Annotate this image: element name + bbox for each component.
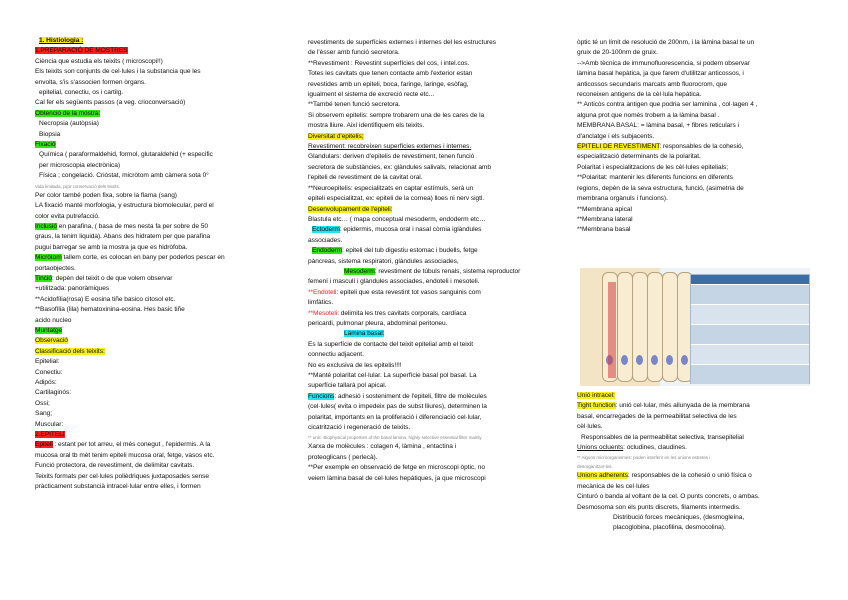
- text-run: desorganitzar-les.: [577, 464, 613, 470]
- text-line: [577, 100, 827, 110]
- text-run: Blastula etc… ( mapa conceptual mesoderm, endoderm etc…: [308, 215, 486, 223]
- text-line: [35, 46, 285, 56]
- text-run: Desmosoma son els punts discrets, filaments intermedis.: [577, 503, 741, 511]
- text-run: 1. Histiologia :: [39, 37, 84, 44]
- text-run: : unió cel·lular, més allunyada de la membrana: [615, 402, 750, 410]
- text-line: [35, 482, 285, 492]
- text-line: [577, 80, 827, 90]
- text-run: Totes les cavitats que tenen contacte amb l'exterior estan: [308, 70, 473, 78]
- cell-nucleus: [681, 355, 688, 365]
- text-line: [577, 412, 827, 422]
- text-run: ** Anticòs contra antigen que podria ser laminina , col·lagen 4 ,: [577, 101, 758, 109]
- text-run: l'epiteli de revestiment de la cavitat oral.: [308, 174, 423, 182]
- text-line: [35, 326, 285, 336]
- text-line: [35, 472, 285, 482]
- text-run: **Basofília (lila) hematoxinina-eosina. Hes basic tiñe: [35, 306, 185, 314]
- text-run: : ocludines, claudines.: [623, 444, 687, 452]
- legend-row: [691, 344, 809, 364]
- text-line: [308, 361, 558, 371]
- text-line: [35, 201, 285, 211]
- text-line: [35, 212, 285, 222]
- epithelial-junctions-figure: [580, 268, 810, 386]
- text-run: Els teixits son conjunts de cel·lules i la substancia que les: [35, 68, 201, 76]
- text-line: [577, 173, 827, 183]
- text-run: 2.EPITELI: [35, 431, 65, 439]
- text-line: [308, 340, 558, 350]
- text-run: Xarxa de molècules : colagen 4, làmina , entactina i: [308, 443, 457, 451]
- text-line: [577, 225, 827, 235]
- text-line: [35, 420, 285, 430]
- text-run: tallem corte, es colocan en bany per poderlos pescar en: [61, 254, 225, 262]
- text-run: color evita putrefacció.: [35, 212, 100, 220]
- text-run: Unió intracel:: [577, 392, 615, 399]
- text-line: [577, 523, 827, 533]
- text-line: [308, 90, 558, 100]
- text-line: [308, 267, 558, 277]
- text-run: Obtenció de la mostra:: [35, 109, 101, 117]
- text-line: [577, 503, 827, 513]
- text-line: [308, 215, 558, 225]
- text-line: [577, 69, 827, 79]
- text-line: [308, 319, 558, 329]
- text-line: [308, 121, 558, 131]
- text-run: 1.PREPARACIÓ DE MOSTRES: [35, 47, 128, 55]
- text-run: pericardi, pulmonar pleura, abdominal peritoneu.: [308, 319, 448, 327]
- text-line: [577, 38, 827, 48]
- text-run: revestiments de superfícies externes i internes del les estructures: [308, 39, 496, 46]
- epithelial-cell: [647, 272, 663, 382]
- text-line: [308, 152, 558, 162]
- text-run: Ossi;: [35, 399, 50, 407]
- text-line: [308, 350, 558, 360]
- text-line: [35, 119, 285, 129]
- legend-row: [691, 284, 809, 304]
- text-line: [577, 482, 827, 492]
- text-run: Revestiment: recobreixen superfícies externes i internes.: [308, 143, 472, 151]
- text-run: especialització determinants de la polaritat.: [577, 153, 701, 161]
- text-line: [308, 184, 558, 194]
- text-run: Epiteli: [35, 441, 53, 449]
- text-run: Necropsia (autòpsia): [39, 120, 99, 128]
- text-run: anticossos secundaris marcats amb fluorocrom, que: [577, 80, 728, 88]
- text-run: **Membrana basal: [577, 226, 631, 234]
- text-line: [308, 402, 558, 412]
- cell-nucleus: [666, 355, 673, 365]
- text-run: **Endoteli: [308, 288, 337, 296]
- text-run: Observació: [35, 337, 68, 345]
- text-run: veiem làmina basal de cel·lules hepàtiques, ja que microscopi: [308, 474, 486, 482]
- column-right-lower: [577, 391, 827, 534]
- text-run: : epiteli que esta revestint tot vasos sanguinis com: [336, 288, 481, 296]
- text-line: [35, 253, 285, 263]
- text-line: [308, 329, 558, 339]
- text-run: : estant per tot arreu, el més conegut , l'epidermis. A la: [52, 441, 211, 449]
- text-run: ** unic: Biophysical properties of the basal lamina. highly selective essential filter mainly: [308, 435, 482, 441]
- text-run: Física ; congelació. Criòstat, micròtom amb càmera sota 0°: [39, 172, 209, 180]
- text-run: EPITELI DE REVESTIMENT: [577, 143, 660, 151]
- junction-legend-table: [690, 274, 810, 384]
- text-line: [308, 463, 558, 473]
- text-run: **Revestiment : Revestint superfícies del cos, i intel.cos.: [308, 59, 470, 67]
- text-line: [35, 98, 285, 108]
- text-line: [35, 295, 285, 305]
- text-run: Endoderm: [312, 247, 343, 255]
- text-run: gruix de 20-100nm de gruix.: [577, 49, 658, 57]
- text-line: [35, 264, 285, 274]
- text-run: igualment el sistema de excreció recte etc...: [308, 91, 435, 99]
- text-run: Funcions: [308, 392, 335, 400]
- text-run: Fixació: [35, 141, 56, 149]
- text-run: **També tenen funció secretora.: [308, 101, 401, 109]
- cell-nucleus: [651, 355, 658, 365]
- text-run: **Membrana apical: [577, 205, 632, 213]
- text-line: [35, 284, 285, 294]
- text-line: [35, 150, 285, 160]
- text-run: Classificació dels teixits:: [35, 347, 105, 355]
- text-run: **Polaritat: mantenir les diferents funcions en diferents: [577, 174, 733, 182]
- text-run: : responsables de la cohesió o unió física o: [627, 472, 752, 480]
- text-run: Funció protectora, de revestiment, de delimitar cavitats.: [35, 462, 195, 470]
- text-run: : delimita les tres cavitats corporals, cardíaca: [337, 309, 467, 317]
- text-line: [308, 100, 558, 110]
- text-line: [577, 462, 827, 471]
- text-line: [308, 288, 558, 298]
- text-run: mecànica de les cel·lules: [577, 482, 650, 490]
- column-middle: [308, 38, 558, 484]
- junction-marker: [608, 282, 616, 378]
- text-run: Teixits formats per cel·lules polièdriques juxtaposades sense: [35, 472, 209, 480]
- text-line: [308, 423, 558, 433]
- text-run: : epiteli del tub digestiu estomac i budells, fetge: [342, 247, 478, 255]
- text-line: [577, 48, 827, 58]
- text-line: [308, 38, 558, 48]
- text-line: [308, 371, 558, 381]
- text-run: graus, la tenim liquida). Abans des hidratem per que parafina: [35, 233, 211, 241]
- text-run: pràcticament substancià intracel·lular entre elles, i formen: [35, 483, 201, 491]
- text-run: Diversitat d'epitelis;: [308, 132, 364, 140]
- text-run: Mesoderm: [344, 267, 375, 275]
- text-line: [577, 433, 827, 443]
- text-line: [577, 422, 827, 432]
- text-run: Tinció: [35, 274, 53, 282]
- text-run: membrana orgànuls i funcions).: [577, 195, 668, 203]
- text-run: Polaritat i especialitzacions de les cèl·lules epitelials;: [577, 163, 729, 171]
- text-run: **Neuroepitelis: especialitzats en captar estímuls, serà un: [308, 184, 474, 192]
- text-run: Muscular:: [35, 420, 64, 428]
- text-run: Inclusió: [35, 222, 57, 230]
- text-line: [577, 453, 827, 462]
- text-run: Per color també poden fixa, sobre la flama (sang): [35, 191, 177, 199]
- text-line: [577, 142, 827, 152]
- text-run: mostra lliure. Així identifiquem els teixits.: [308, 122, 425, 130]
- text-line: [35, 182, 285, 191]
- text-run: superfície tallarà pol apical.: [308, 382, 387, 390]
- text-run: secretora de substàncies, ex: glàndules salivals, relacionat amb: [308, 163, 491, 171]
- text-run: cicatrització i regeneració de teixits.: [308, 424, 411, 432]
- text-line: [308, 442, 558, 452]
- text-run: acido nucleo: [35, 316, 72, 324]
- text-line: [577, 513, 827, 523]
- text-run: Glandulars: deriven d'epitelis de revestiment, tenen funció: [308, 153, 475, 161]
- text-line: [35, 409, 285, 419]
- text-line: [308, 80, 558, 90]
- text-line: [35, 274, 285, 284]
- epithelial-cell: [632, 272, 648, 382]
- text-run: Distribució forces mecàniques, (desmogleína,: [613, 514, 745, 522]
- text-line: [308, 132, 558, 142]
- text-line: [577, 121, 827, 131]
- text-run: Cal fer els següents passos (a veg. crioconversació): [35, 99, 186, 107]
- text-line: [35, 109, 285, 119]
- text-run: +utilitzada: panoràmiques: [35, 285, 110, 293]
- text-line: [308, 474, 558, 484]
- text-run: Muntatge: [35, 326, 63, 334]
- text-line: [308, 142, 558, 152]
- text-line: [35, 171, 285, 181]
- text-line: [308, 225, 558, 235]
- text-run: pàncreas, sistema respiratori, glàndules associades,: [308, 257, 459, 265]
- text-run: epitelial, conectiu, os i cartilg.: [39, 89, 124, 97]
- text-run: pugui barregar se amb la mostra ja que es hidròfoba.: [35, 243, 188, 251]
- text-run: Ectoderm: [312, 226, 340, 234]
- text-run: òptic té un límit de resolució de 200nm, i la làmina basal te un: [577, 39, 755, 46]
- text-run: Unions ocluents: [577, 444, 624, 452]
- text-run: mucosa oral tb mèt tenim epiteli mucosa oral, fetge, vasos etc.: [35, 451, 215, 459]
- text-run: Sang;: [35, 410, 52, 418]
- text-run: de l'èsser amb funció secretora.: [308, 49, 400, 57]
- text-line: [35, 347, 285, 357]
- text-run: envolta, s'is s'associen formen òrgans.: [35, 78, 146, 86]
- text-run: limfàtics.: [308, 299, 334, 307]
- cell-nucleus: [621, 355, 628, 365]
- text-line: [35, 232, 285, 242]
- text-run: regions, depèn de la seva estructura, funció, (asimetria de: [577, 184, 744, 192]
- text-line: [308, 298, 558, 308]
- text-run: Química ( paraformaldehid, formol, glutaraldehid (+ especific: [39, 151, 213, 159]
- text-line: [577, 443, 827, 453]
- text-line: [577, 90, 827, 100]
- text-run: cèl·lules.: [577, 423, 603, 431]
- text-run: Si observem epitelis: sempre trobarem una de les cares de la: [308, 111, 485, 119]
- epithelial-cell: [662, 272, 678, 382]
- text-line: [308, 194, 558, 204]
- text-line: [35, 161, 285, 171]
- text-line: [35, 388, 285, 398]
- text-run: Epitelial:: [35, 358, 60, 366]
- text-run: LA fixació manté morfologia, y estructura biomolecular, perd el: [35, 202, 214, 210]
- text-line: [35, 357, 285, 367]
- text-line: [577, 111, 827, 121]
- text-run: d'anclatge i els subjacents.: [577, 132, 655, 140]
- text-run: **Mesoteli: [308, 309, 338, 317]
- text-line: [35, 461, 285, 471]
- text-line: [35, 57, 285, 67]
- text-run: : revestiment de túbuls renals, sistema reproductor: [374, 267, 521, 275]
- epithelial-cell: [617, 272, 633, 382]
- legend-row: [691, 364, 809, 384]
- text-line: [35, 305, 285, 315]
- text-run: Conectiu:: [35, 368, 63, 376]
- text-line: [35, 378, 285, 388]
- cell-nucleus: [636, 355, 643, 365]
- text-run: : responsables de la cohesió,: [659, 143, 744, 151]
- text-line: [577, 401, 827, 411]
- text-run: proteoglicans ( perlecà).: [308, 453, 378, 461]
- text-run: en parafina, ( basa de mes nesta fa per sobre de 50: [56, 222, 208, 230]
- text-line: [35, 222, 285, 232]
- legend-row: [691, 304, 809, 324]
- text-run: Tight function: [577, 402, 616, 410]
- text-run: alguna prot que només trobem a la làmina basal .: [577, 111, 720, 119]
- text-run: Cinturó o banda al voltant de la cel. O punts concrets, o ambas.: [577, 493, 760, 501]
- text-run: ** Alguns microorganismes: poden interferir en les unions estretes i: [577, 455, 711, 461]
- text-run: -->Amb tècnica de immunofluorescencia, si podem observar: [577, 59, 750, 67]
- text-run: : adhesió i sosteniment de l'epiteli, filtre de molècules: [334, 392, 487, 400]
- text-run: Desenvolupament de l'epiteli:: [308, 205, 393, 213]
- legend-header: [691, 275, 809, 284]
- text-line: [308, 236, 558, 246]
- text-line: [35, 430, 285, 440]
- text-run: per microscopia electrònica): [39, 161, 121, 169]
- text-run: basal, encarregades de la permeabilitat selectiva de les: [577, 412, 737, 420]
- text-line: [308, 59, 558, 69]
- text-run: MEMBRANA BASAL: = làmina basal, + fibres reticulars i: [577, 122, 739, 130]
- text-line: [577, 132, 827, 142]
- text-run: Unions adherents: [577, 472, 628, 480]
- text-run: epiteli especialitzat, ex: epiteli de la cornea) lloes ni nerv sigtl.: [308, 195, 485, 203]
- legend-row: [691, 324, 809, 344]
- text-line: [577, 59, 827, 69]
- text-run: Adipós:: [35, 379, 57, 386]
- text-line: [577, 205, 827, 215]
- text-line: [35, 368, 285, 378]
- text-run: Vida limitada, pijor conservació dels teixits.: [35, 183, 120, 189]
- text-run: **Membrana lateral: [577, 215, 633, 223]
- text-line: [308, 392, 558, 402]
- text-run: Làmina basal:: [344, 330, 385, 338]
- text-run: reconeixen antigens de la cèl·lula hepàtica.: [577, 91, 702, 99]
- text-line: [577, 184, 827, 194]
- text-run: Ciència que estudia els teixits ( microscopi!!): [35, 57, 163, 65]
- text-run: connectiu adjacent.: [308, 351, 364, 359]
- text-line: [35, 316, 285, 326]
- text-line: [308, 309, 558, 319]
- text-line: [308, 277, 558, 287]
- text-line: [35, 191, 285, 201]
- text-line: [308, 381, 558, 391]
- text-run: Biopsia: [39, 130, 61, 138]
- text-line: [35, 243, 285, 253]
- text-run: placoglobina, placofilina, desmocolina).: [613, 524, 726, 532]
- text-line: [35, 78, 285, 88]
- text-line: [308, 413, 558, 423]
- text-line: [308, 433, 558, 442]
- text-run: No es exclusiva de les epitelis!!!!: [308, 361, 402, 369]
- text-line: [577, 194, 827, 204]
- column-left: [35, 36, 285, 492]
- text-run: (cel·lules( evita o impedeix pas de subst lliures), determinen la: [308, 403, 487, 411]
- text-run: associades.: [308, 236, 343, 244]
- text-run: Responsables de la permeabilitat selectiva, transepitelial: [581, 433, 744, 441]
- text-run: Micròtom: [35, 254, 62, 262]
- text-line: [308, 173, 558, 183]
- text-run: : depèn del teixit o de que volem observar: [52, 274, 173, 282]
- text-run: femení i masculí i glàndules associades, endoteli i mesoteli.: [308, 278, 480, 286]
- text-line: [577, 163, 827, 173]
- text-run: polaritat, importants en la proliferació i diferenciació cel·lular,: [308, 413, 482, 421]
- column-right: [577, 38, 827, 236]
- text-line: [308, 48, 558, 58]
- text-line: [577, 471, 827, 481]
- text-line: [308, 111, 558, 121]
- text-run: Es la superfície de contacte del teixit epitelial amb el teixit: [308, 340, 474, 348]
- text-run: **Manté polaritat cel·lular. La superfície basal pol basal. La: [308, 372, 477, 379]
- text-line: [577, 391, 827, 401]
- text-line: [35, 440, 285, 450]
- text-run: revestides amb un epiteli, boca, faringe, laringe, esòfag,: [308, 80, 469, 88]
- text-line: [35, 399, 285, 409]
- text-run: **Per exemple en observació de fetge en microscopi òptic, no: [308, 464, 485, 472]
- text-line: [35, 140, 285, 150]
- text-line: [577, 215, 827, 225]
- text-line: [308, 69, 558, 79]
- text-line: [577, 152, 827, 162]
- text-line: [308, 163, 558, 173]
- text-run: Cartilaginós:: [35, 389, 71, 397]
- text-line: [35, 36, 285, 46]
- text-line: [35, 336, 285, 346]
- text-line: [577, 492, 827, 502]
- text-run: portaobjectes.: [35, 264, 76, 272]
- text-run: **Acidofília(rosa) E eosina tiñe basico citosol etc.: [35, 295, 176, 303]
- text-line: [308, 246, 558, 256]
- text-line: [35, 130, 285, 140]
- text-line: [308, 453, 558, 463]
- text-line: [308, 205, 558, 215]
- text-line: [35, 451, 285, 461]
- text-line: [35, 88, 285, 98]
- text-line: [308, 257, 558, 267]
- text-run: làmina basal hepàtica, ja que farem d'utilitzar anticossos, i: [577, 70, 744, 78]
- text-line: [35, 67, 285, 77]
- text-run: : epidermis, mucosa oral i nasal còrnia iglàndules: [339, 226, 482, 234]
